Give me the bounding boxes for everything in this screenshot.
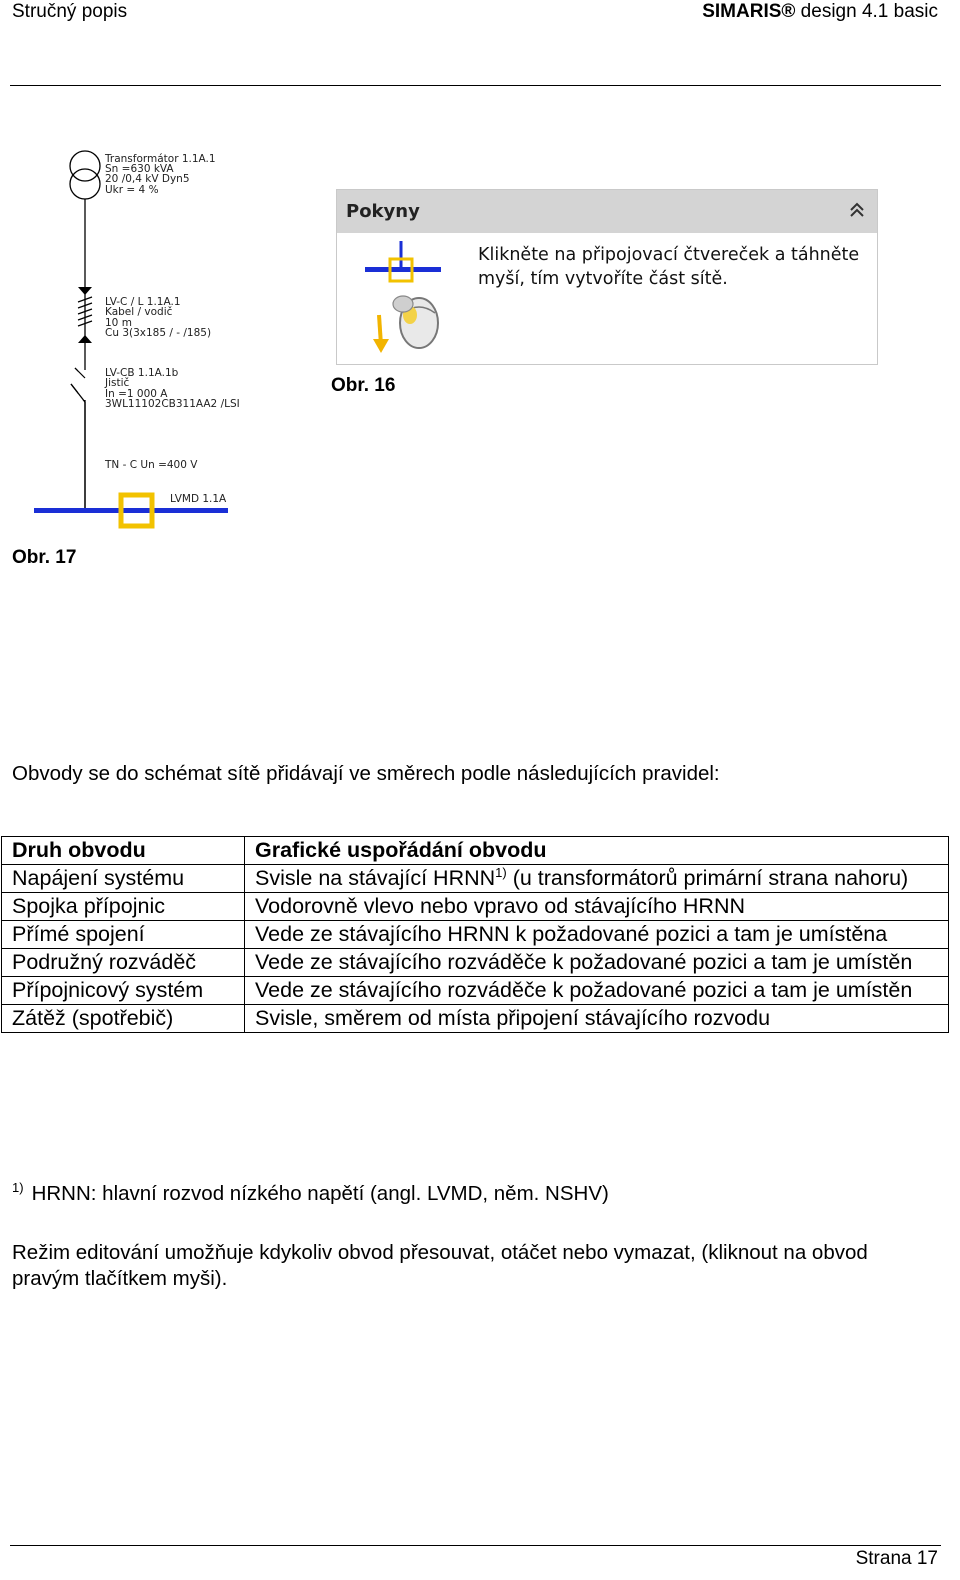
row-layout: Vede ze stávajícího rozváděče k požadované pozici a tam je umístěn	[245, 949, 949, 977]
table-row	[2, 893, 949, 921]
edit-mode-paragraph: Režim editování umožňuje kdykoliv obvod přesouvat, otáčet nebo vymazat, (kliknout na obvod pravým tlačítkem myši).	[12, 1241, 868, 1290]
header-rule	[10, 85, 941, 86]
transformer-label: Transformátor 1.1A.1 Sn =630 kVA 20 /0,4 kV Dyn5 Ukr = 4 %	[105, 153, 216, 196]
header-product-version: design 4.1 basic	[795, 1, 938, 22]
footnote-text: HRNN: hlavní rozvod nízkého napětí (angl. LVMD, něm. NSHV)	[31, 1182, 609, 1205]
table-row	[2, 865, 949, 893]
row-layout: Vede ze stávajícího rozváděče k požadované pozici a tam je umístěn	[245, 977, 949, 1005]
row-type: Zátěž (spotřebič)	[2, 1005, 245, 1033]
row-layout: Svisle na stávající HRNN$^{1)}$ (u transformátorů primární strana nahoru)	[245, 865, 949, 893]
footnote-number: 1)	[12, 1180, 24, 1196]
instructions-panel	[336, 189, 878, 365]
panel-instruction-text: Klikněte na připojovací čtvereček a táhněte myší, tím vytvoříte část sítě.	[478, 245, 860, 289]
busbar	[34, 508, 228, 513]
footer-rule	[10, 1545, 941, 1546]
row-type: Podružný rozváděč	[2, 949, 245, 977]
panel-title: Pokyny	[346, 201, 420, 222]
network-label: TN - C Un =400 V	[105, 459, 198, 471]
network-schematic	[30, 140, 240, 540]
busbar-connector-icon	[365, 241, 441, 281]
circuit-rules-table	[1, 836, 949, 1033]
breaker-label: LV-CB 1.1A.1b Jistič In =1 000 A 3WL11102CB311AA2 /LSI	[105, 367, 240, 410]
footnote-mark: 1)	[495, 864, 507, 880]
row-layout: Vede ze stávajícího HRNN k požadované pozici a tam je umístěna	[245, 921, 949, 949]
header-product-title	[702, 0, 938, 24]
column-header-layout: Grafické uspořádání obvodu	[245, 837, 949, 865]
header-product-brand: SIMARIS®	[702, 1, 796, 22]
mouse-drag-icon	[373, 296, 438, 353]
footnote	[12, 1181, 609, 1207]
panel-illustration	[365, 241, 445, 361]
row-type: Přípojnicový systém	[2, 977, 245, 1005]
busbar-label: LVMD 1.1A	[170, 493, 227, 505]
intro-text: Obvody se do schémat sítě přidávají ve směrech podle následujících pravidel:	[12, 762, 720, 785]
table-row	[2, 949, 949, 977]
collapse-chevrons-icon[interactable]	[847, 200, 867, 220]
table-row	[2, 977, 949, 1005]
page-number: Strana 17	[855, 1548, 938, 1569]
table-row	[2, 1005, 949, 1033]
figure-17-caption: Obr. 17	[12, 547, 77, 568]
transformer-icon	[70, 151, 100, 199]
panel-header	[337, 190, 877, 233]
row-type: Přímé spojení	[2, 921, 245, 949]
header-section-title: Stručný popis	[12, 1, 128, 22]
table-header-row	[2, 837, 949, 865]
figure-16-caption: Obr. 16	[331, 375, 396, 396]
cable-label: LV-C / L 1.1A.1 Kabel / vodič 10 m Cu 3(3x185 / - /185)	[105, 296, 212, 339]
row-layout: Vodorovně vlevo nebo vpravo od stávajícího HRNN	[245, 893, 949, 921]
column-header-type: Druh obvodu	[2, 837, 245, 865]
row-type: Spojka přípojnic	[2, 893, 245, 921]
table-row	[2, 921, 949, 949]
row-layout: Svisle, směrem od místa připojení stávajícího rozvodu	[245, 1005, 949, 1033]
panel-body	[337, 233, 877, 365]
row-type: Napájení systému	[2, 865, 245, 893]
